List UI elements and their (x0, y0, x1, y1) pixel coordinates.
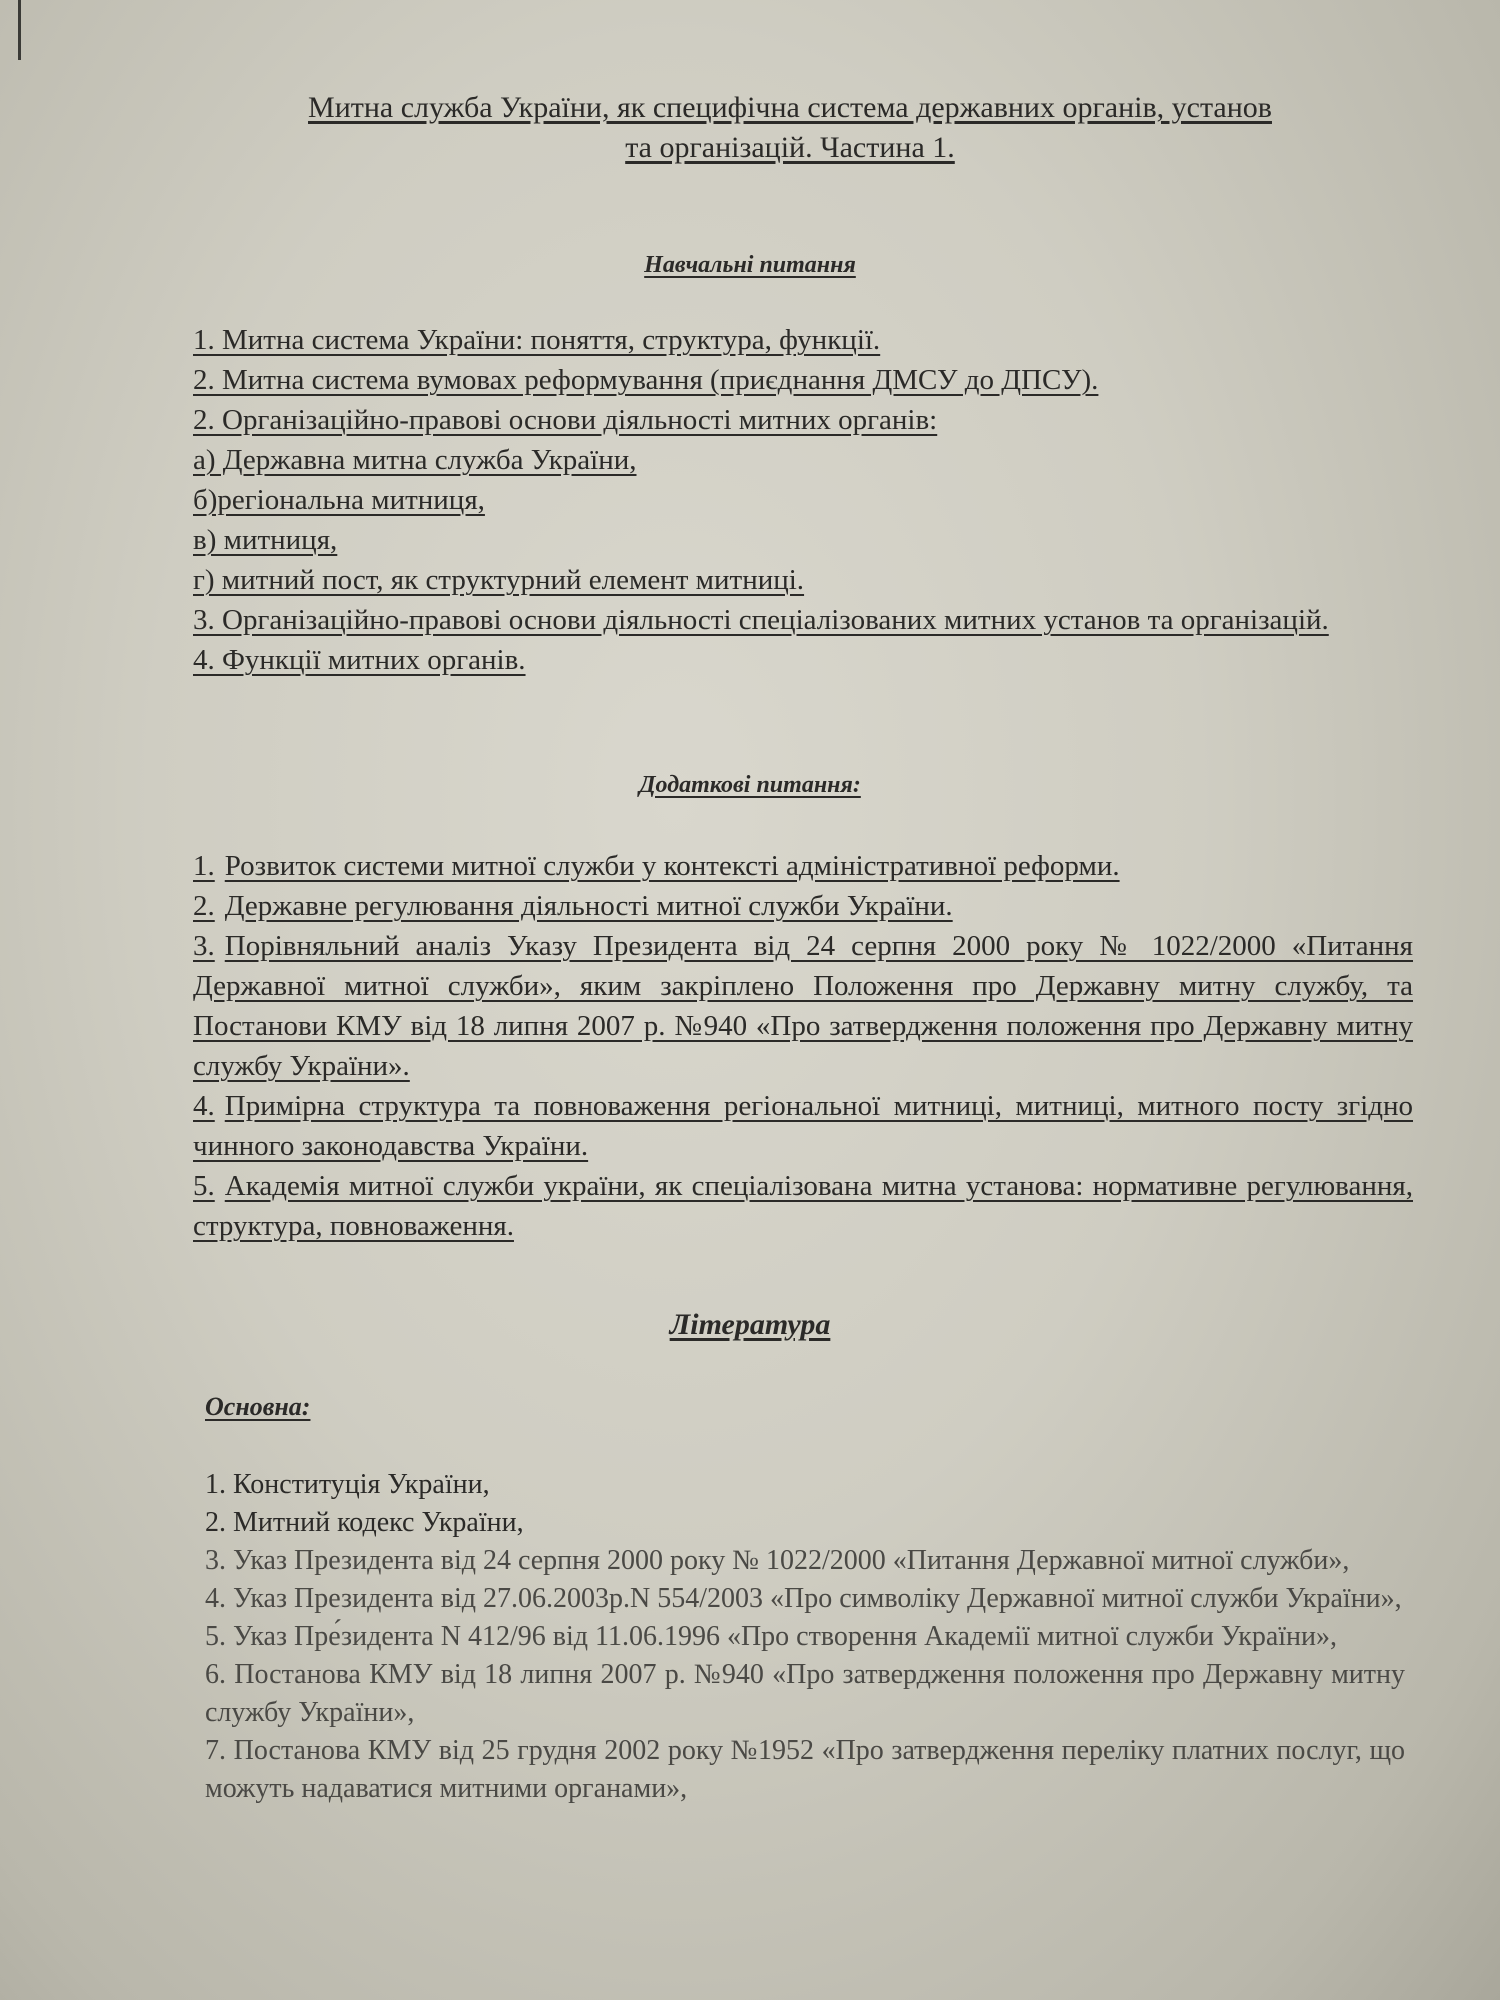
list-item: в) митниця, (193, 524, 338, 556)
item-text: Порівняльний аналіз Указу Президента від 24 серпня 2000 року № 1022/2000 «Питання Державної митної служби», яким закріплено Положення про Державну митну службу, та Постанови КМУ від 18 липня 2007 р. №940 «Про затвердження положення про Державну митну службу України». (193, 930, 1413, 1082)
document-title (200, 88, 1380, 168)
list-item: 1. Конституція України, (205, 1469, 490, 1500)
study-questions-list (193, 320, 1413, 680)
list-item: 7. Постанова КМУ від 25 грудня 2002 року №1952 «Про затвердження переліку платних послуг, що можуть надаватися митними органами», (205, 1735, 1405, 1804)
list-item: 2. Митна система вумовах реформування (приєднання ДМСУ до ДПСУ). (193, 364, 1099, 396)
item-number: 5. (193, 1170, 215, 1202)
list-item: 4. Указ Президента від 27.06.2003р.N 554/2003 «Про символіку Державної митної служби України», (205, 1583, 1402, 1614)
list-item (193, 1086, 1413, 1166)
list-item (193, 926, 1413, 1086)
list-item: 3. Організаційно-правові основи діяльності спеціалізованих митних установ та організацій. (193, 604, 1329, 636)
list-item: 2. Організаційно-правові основи діяльності митних органів: (193, 404, 938, 436)
list-item (193, 846, 1413, 886)
item-text: Примірна структура та повноваження регіональної митниці, митниці, митного посту згідно чинного законодавства України. (193, 1090, 1413, 1162)
item-number: 4. (193, 1090, 215, 1122)
list-item (193, 886, 1413, 926)
list-item: а) Державна митна служба України, (193, 444, 637, 476)
list-item: 1. Митна система України: поняття, структура, функції. (193, 324, 881, 356)
title-line-1: Митна служба України, як специфічна система державних органів, установ (308, 91, 1272, 124)
list-item (193, 1166, 1413, 1246)
item-text: Розвиток системи митної служби у контексті адміністративної реформи. (224, 850, 1120, 882)
study-questions-heading: Навчальні питання (644, 252, 856, 278)
list-item: 3. Указ Президента від 24 серпня 2000 року № 1022/2000 «Питання Державної митної служби», (205, 1545, 1350, 1576)
item-text: Державне регулювання діяльності митної служби України. (224, 890, 953, 922)
item-text: Академія митної служби україни, як спеціалізована митна установа: нормативне регулювання, структура, повноваження. (193, 1170, 1413, 1242)
main-literature-heading: Основна: (205, 1392, 311, 1421)
literature-list (205, 1466, 1405, 1808)
item-number: 2. (193, 890, 215, 922)
list-item: 6. Постанова КМУ від 18 липня 2007 р. №940 «Про затвердження положення про Державну митну службу України», (205, 1659, 1405, 1728)
literature-heading: Література (669, 1308, 831, 1341)
list-item: г) митний пост, як структурний елемент митниці. (193, 564, 805, 596)
list-item: 5. Указ Пре́зидента N 412/96 від 11.06.1996 «Про створення Академії митної служби України», (205, 1621, 1337, 1652)
title-line-2: та організацій. Частина 1. (625, 131, 955, 164)
item-number: 3. (193, 930, 215, 962)
extra-questions-heading: Додаткові питання: (639, 772, 861, 798)
list-item: 2. Митний кодекс України, (205, 1507, 524, 1538)
extra-questions-list (193, 846, 1413, 1246)
item-number: 1. (193, 850, 215, 882)
list-item: 4. Функції митних органів. (193, 644, 526, 676)
list-item: б)регіональна митниця, (193, 484, 485, 516)
